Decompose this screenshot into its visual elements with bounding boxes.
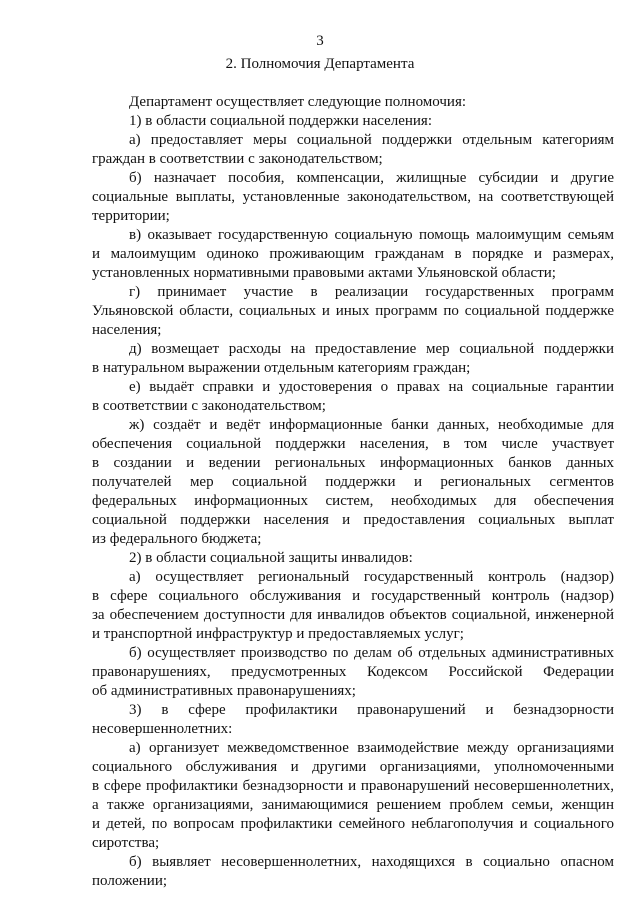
text-line: несовершеннолетних:	[92, 721, 233, 737]
document-body	[92, 93, 614, 891]
text-line: и транспортной инфраструктур и предоставляемых услуг;	[92, 626, 464, 642]
text-line: 1) в области социальной поддержки населения:	[129, 113, 432, 129]
text-line: е) выдаёт справки и удостоверения о правах на социальные гарантии	[129, 379, 614, 395]
text-line: д) возмещает расходы на предоставление мер социальной поддержки	[129, 341, 614, 357]
text-line: социальные выплаты, установленные законодательством, на соответствующей	[92, 189, 614, 205]
text-line: 2) в области социальной защиты инвалидов:	[129, 550, 413, 566]
text-line: Ульяновской области, социальных и иных программ по социальной поддержке	[92, 303, 614, 319]
text-line: сиротства;	[92, 835, 160, 851]
text-line: б) назначает пособия, компенсации, жилищные субсидии и другие	[129, 170, 614, 186]
text-line: г) принимает участие в реализации государственных программ	[129, 284, 614, 300]
page-number: 3	[316, 33, 324, 49]
text-line: 3) в сфере профилактики правонарушений и безнадзорности	[129, 702, 614, 718]
text-line: населения;	[92, 322, 162, 338]
text-line: за обеспечением доступности для инвалидов объектов социальной, инженерной	[92, 607, 614, 623]
text-line: территории;	[92, 208, 170, 224]
text-line: федеральных информационных систем, необходимых для обеспечения	[92, 493, 614, 509]
text-line: в сфере социального обслуживания и государственный контроль (надзор)	[92, 588, 614, 604]
text-line: ж) создаёт и ведёт информационные банки данных, необходимые для	[129, 417, 614, 433]
section-title: 2. Полномочия Департамента	[225, 56, 415, 72]
text-line: и детей, по вопросам профилактики семейного неблагополучия и социального	[92, 816, 614, 832]
text-line: б) выявляет несовершеннолетних, находящихся в социально опасном	[129, 854, 614, 870]
text-line: об административных правонарушениях;	[92, 683, 356, 699]
text-line: а) осуществляет региональный государственный контроль (надзор)	[129, 569, 614, 585]
text-line: в сфере профилактики безнадзорности и правонарушений несовершеннолетних,	[92, 778, 614, 794]
text-line: социального обслуживания и другими организациями, уполномоченными	[92, 759, 614, 775]
text-line: правонарушениях, предусмотренных Кодексом Российской Федерации	[92, 664, 614, 680]
text-line: в создании и ведении региональных информационных банков данных	[92, 455, 614, 471]
text-line: получателей мер социальной поддержки и региональных сегментов	[92, 474, 614, 490]
text-line: в натуральном выражении отдельным категориям граждан;	[92, 360, 471, 376]
text-line: а) предоставляет меры социальной поддержки отдельным категориям	[129, 132, 614, 148]
text-line: Департамент осуществляет следующие полномочия:	[129, 94, 467, 110]
text-line: а) организует межведомственное взаимодействие между организациями	[129, 740, 614, 756]
text-line: и малоимущим одиноко проживающим гражданам в порядке и размерах,	[92, 246, 614, 262]
text-line: в) оказывает государственную социальную помощь малоимущим семьям	[129, 227, 614, 243]
text-line: из федерального бюджета;	[92, 531, 262, 547]
text-line: социальной поддержки населения и предоставления социальных выплат	[92, 512, 614, 528]
text-line: установленных нормативными правовыми актами Ульяновской области;	[92, 265, 556, 281]
text-line: положении;	[92, 873, 168, 889]
text-line: б) осуществляет производство по делам об отдельных административных	[129, 645, 614, 661]
text-line: а также организациями, занимающимися решением проблем семьи, женщин	[92, 797, 614, 813]
text-line: обеспечения социальной поддержки населения, в том числе участвует	[92, 436, 614, 452]
text-line: в соответствии с законодательством;	[92, 398, 326, 414]
text-line: граждан в соответствии с законодательством;	[92, 151, 383, 167]
